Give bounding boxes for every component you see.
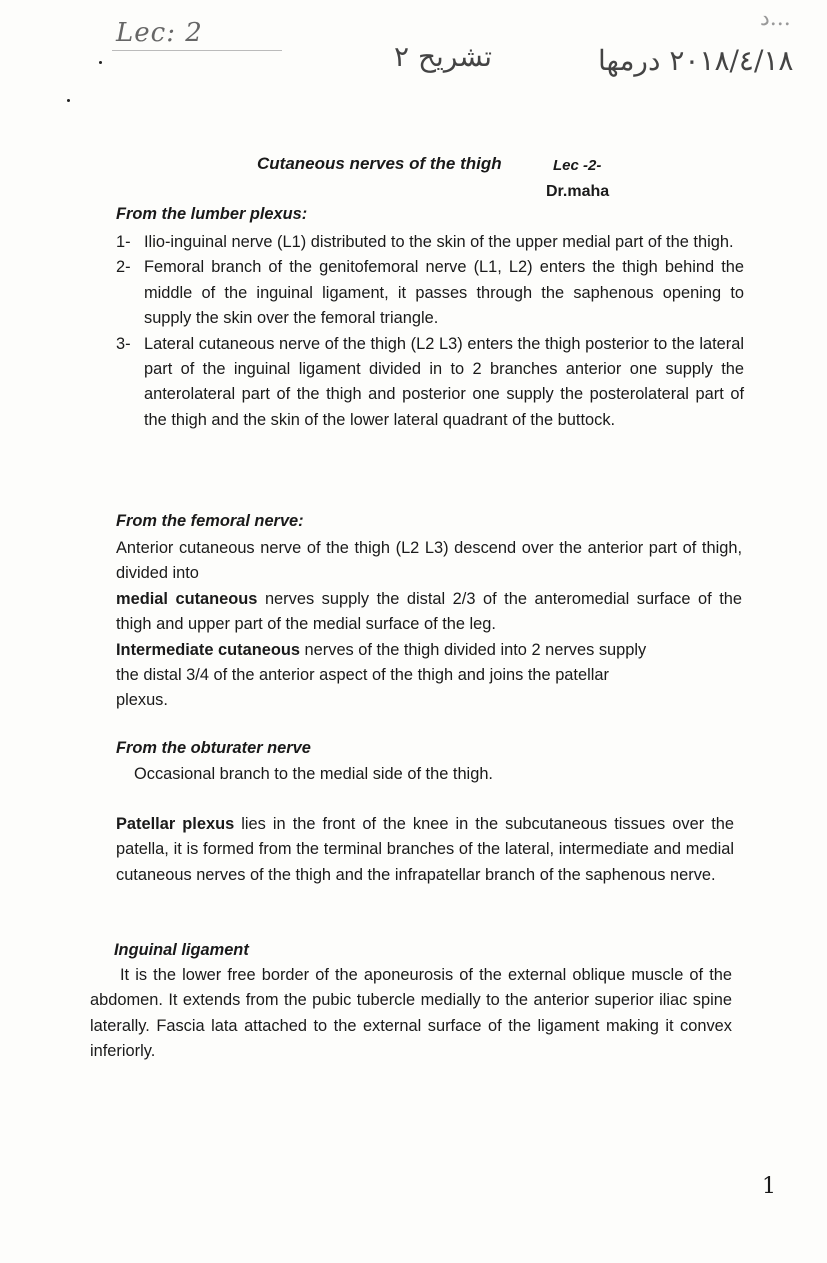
list-item-text: Ilio-inguinal nerve (L1) distributed to the skin of the upper medial part of the thigh.: [144, 233, 734, 251]
list-number: 3-: [116, 334, 131, 353]
list-number: 1-: [116, 233, 131, 251]
page-number: 1: [762, 1174, 776, 1199]
intermediate-cutaneous-line-2: the distal 3/4 of the anterior aspect of the thigh and joins the patellar: [116, 666, 609, 685]
author: Dr.maha: [546, 183, 610, 200]
list-item: [116, 332, 744, 434]
medial-cutaneous-paragraph: [116, 587, 742, 638]
handwritten-underline: [112, 50, 282, 51]
intermediate-cutaneous-term: Intermediate cutaneous: [116, 640, 300, 659]
obturator-text: Occasional branch to the medial side of the thigh.: [134, 765, 493, 783]
list-item: [116, 255, 744, 331]
inguinal-ligament-paragraph: It is the lower free border of the aponeurosis of the external oblique muscle of the abdomen. It extends from the pubic tubercle medially to the anterior superior iliac spine laterally. Fascia lata attached to the external surface of the ligament making it convex inferiorly.: [90, 966, 732, 1061]
intermediate-cutaneous-line-3: plexus.: [116, 691, 168, 710]
section-heading-inguinal: Inguinal ligament: [114, 941, 249, 959]
list-item: [116, 230, 744, 255]
patellar-plexus-term: Patellar plexus: [116, 815, 235, 833]
section-heading-obturator: From the obturater nerve: [116, 739, 311, 757]
list-item-text: Lateral cutaneous nerve of the thigh (L2 L3) enters the thigh posterior to the lateral part of the inguinal ligament divided in to 2 branches anterior one supply the anterolateral part of the thigh and posterior one supply the posterolateral part of the thigh and the skin of the lower lateral quadrant of the buttock.: [144, 334, 744, 429]
ink-dot: [99, 61, 102, 64]
lumbar-nerve-list: [116, 230, 744, 433]
lecture-number: Lec -2-: [553, 157, 602, 174]
handwritten-date: ٢٠١٨/٤/١٨ درمها: [598, 44, 794, 77]
medial-cutaneous-text: nerves supply the distal 2/3 of the anteromedial surface of the thigh and upper part of the medial surface of the leg.: [116, 589, 742, 634]
patellar-plexus-text: lies in the front of the knee in the subcutaneous tissues over the patella, it is formed from the terminal branches of the lateral, intermediate and medial cutaneous nerves of the thigh and the infrapatellar branch of the saphenous nerve.: [116, 815, 735, 884]
handwritten-corner-mark: د...: [760, 6, 791, 31]
femoral-section-body: [116, 536, 742, 714]
intermediate-cutaneous-text: nerves of the thigh divided into 2 nerves supply: [300, 640, 647, 659]
patellar-plexus-paragraph: [116, 812, 734, 888]
femoral-intro: Anterior cutaneous nerve of the thigh (L2 L3) descend over the anterior part of thigh, divided into: [116, 539, 742, 583]
ink-dot: [67, 99, 70, 102]
list-item-text: Femoral branch of the genitofemoral nerve (L1, L2) enters the thigh behind the middle of the inguinal ligament, it passes through the saphenous opening to supply the skin over the femoral triangle.: [144, 258, 744, 328]
section-heading-lumbar: From the lumber plexus:: [116, 205, 308, 223]
medial-cutaneous-term: medial cutaneous: [116, 589, 258, 608]
section-heading-femoral: From the femoral nerve:: [116, 512, 304, 530]
list-number: 2-: [116, 258, 131, 277]
intermediate-cutaneous-paragraph: [116, 638, 742, 663]
handwritten-lecture-note: Lec: 2: [116, 18, 203, 48]
handwritten-subject: تشريح ٢: [394, 40, 493, 73]
document-title: Cutaneous nerves of the thigh: [257, 154, 502, 173]
